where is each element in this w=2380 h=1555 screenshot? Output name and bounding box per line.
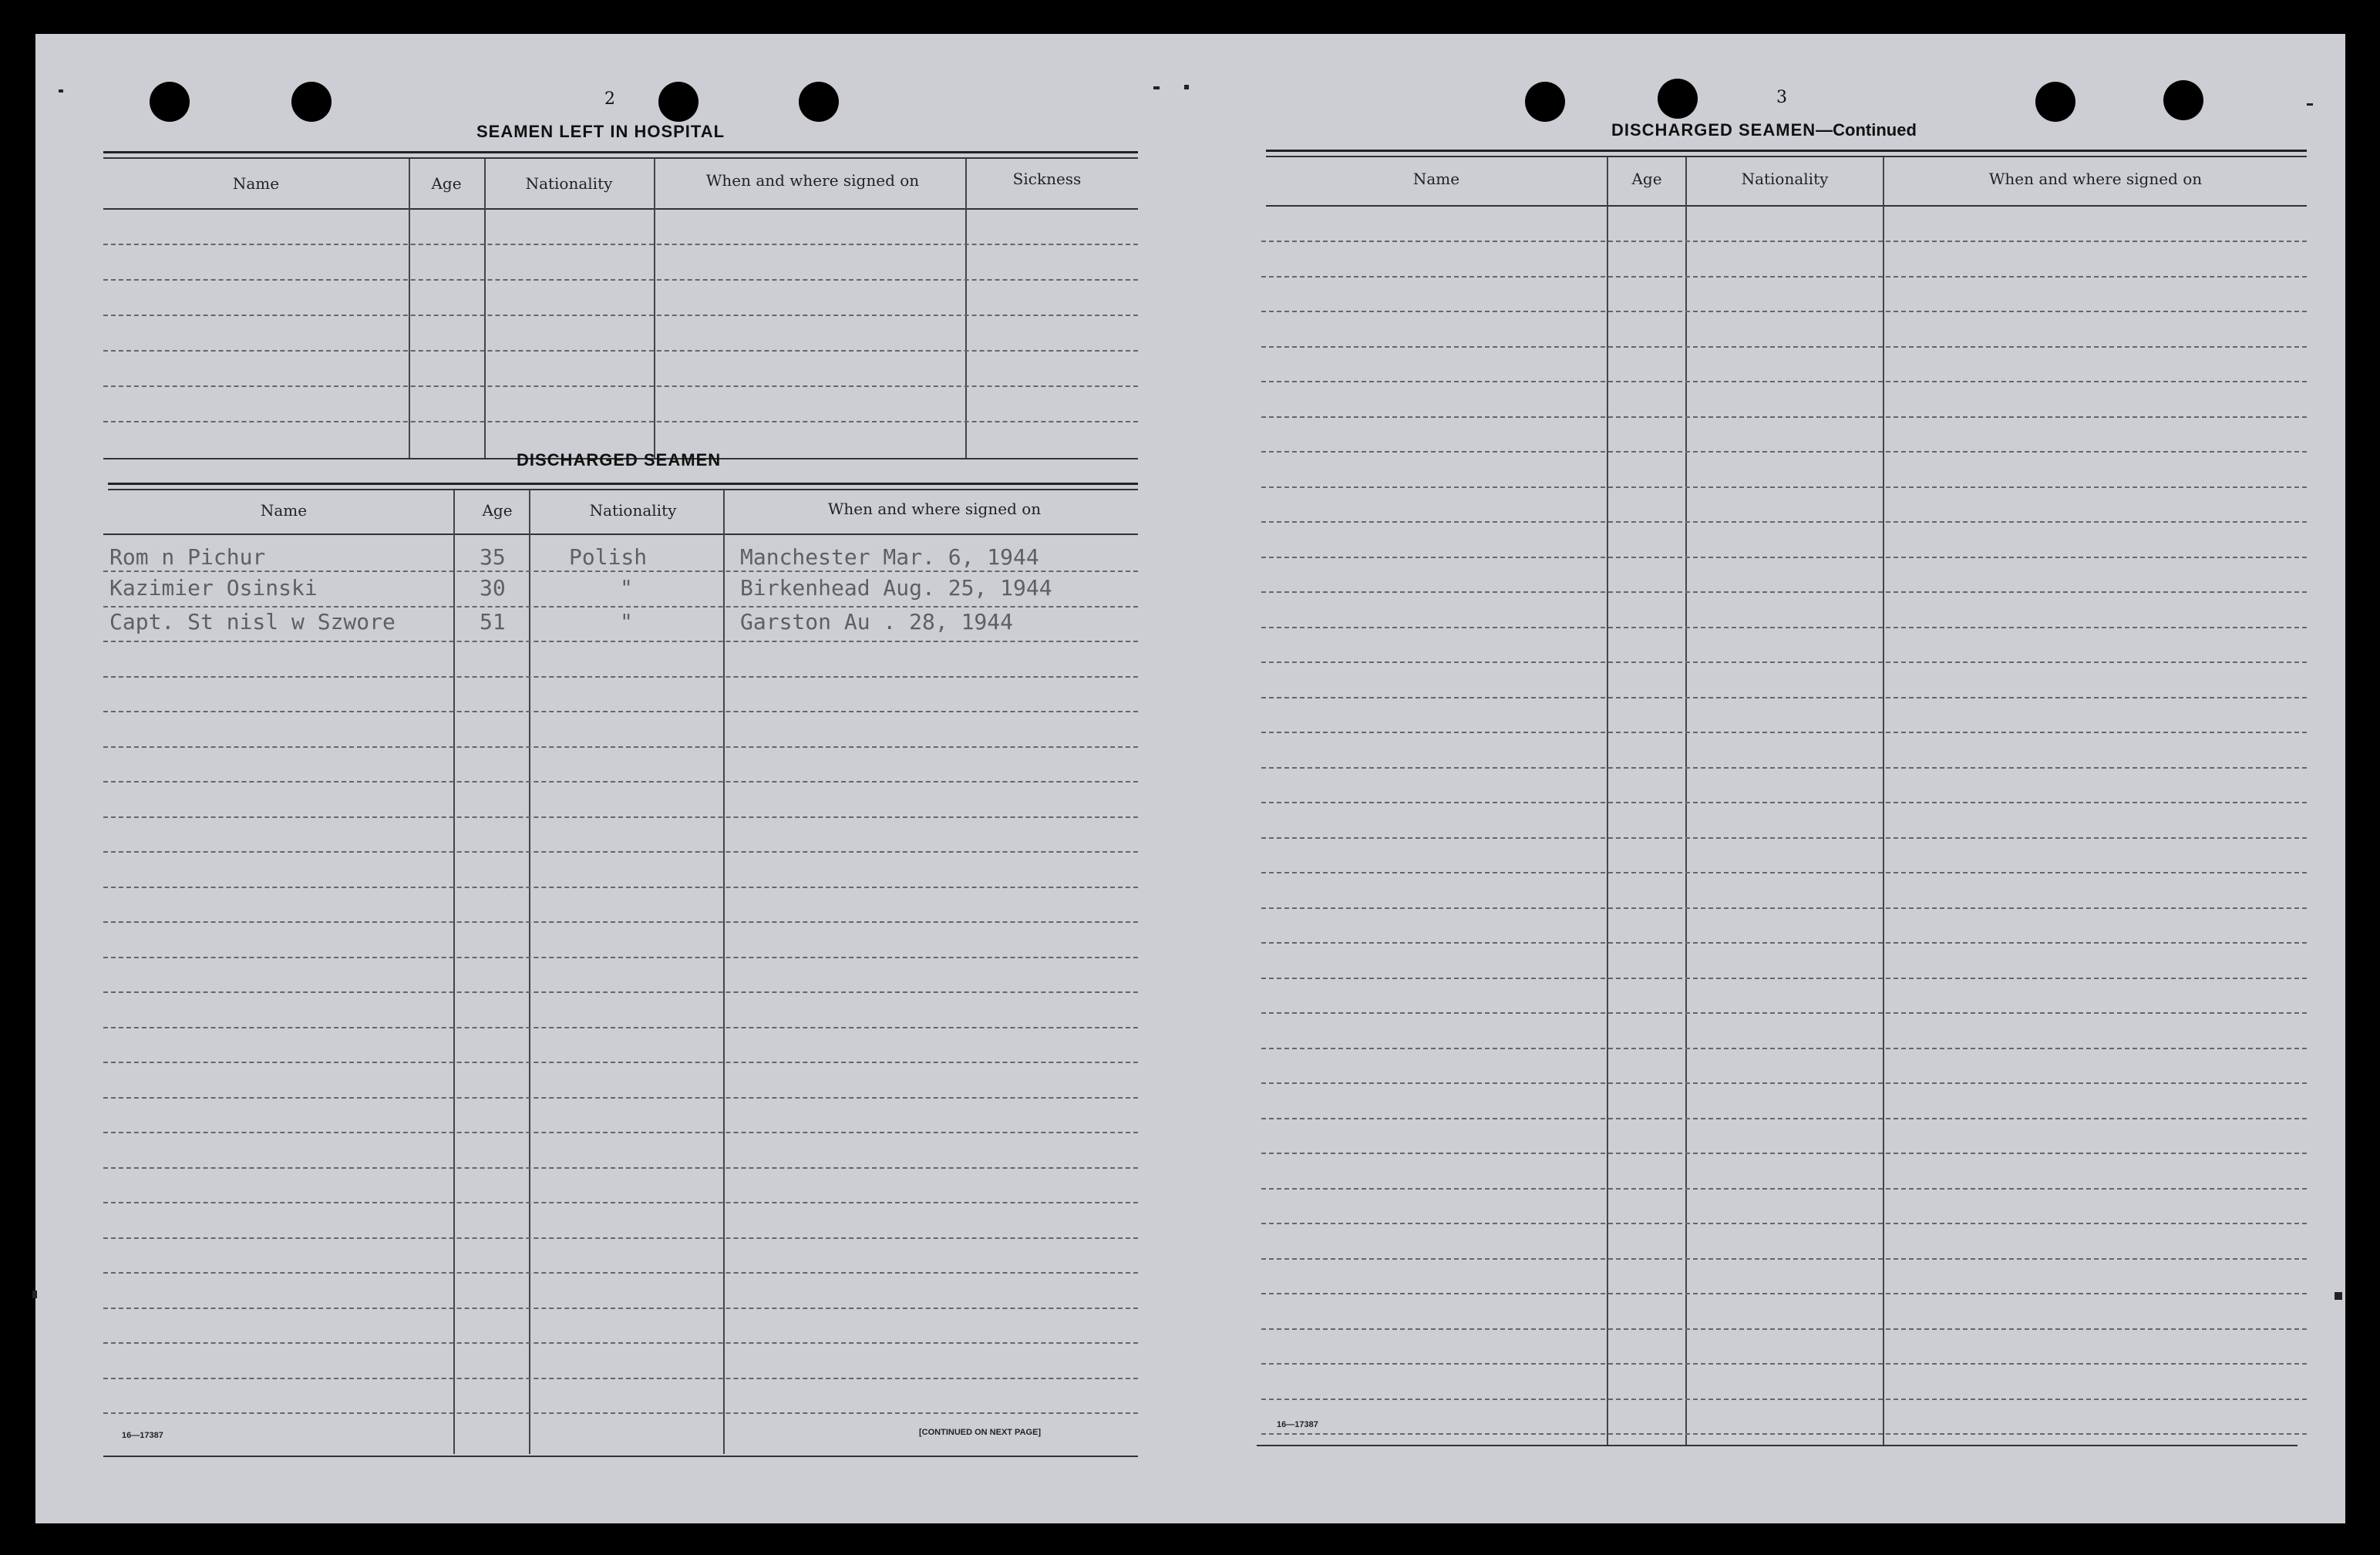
ruled-row-line — [1261, 1153, 2307, 1154]
ruled-row-line — [1261, 276, 2307, 278]
discharged-row-name: Capt. St nisl w Szwore — [109, 609, 396, 634]
discharged-table-top-rule-2 — [108, 489, 1138, 490]
right-section-title-suffix: —Continued — [1816, 120, 1917, 140]
hospital-col-nationality: Nationality — [525, 174, 613, 193]
discharged-col-nationality: Nationality — [589, 501, 677, 520]
ruled-row-line — [1261, 1398, 2307, 1400]
right-section-title — [1611, 120, 1917, 140]
speck-mark — [2307, 103, 2313, 106]
discharged-row-age: 35 — [480, 544, 506, 570]
hospital-row-line — [103, 315, 1138, 316]
ruled-row-line — [1261, 311, 2307, 312]
right-table-top-rule-2 — [1266, 156, 2307, 157]
ruled-row-line — [1261, 978, 2307, 979]
right-header-rule — [1266, 205, 2307, 207]
discharged-col-divider — [529, 490, 530, 1454]
speck-mark — [2335, 1292, 2342, 1300]
hospital-row-line — [103, 385, 1138, 387]
discharged-row-name: Rom n Pichur — [109, 544, 266, 570]
punch-hole — [2035, 82, 2075, 122]
hospital-col-signed-on: When and where signed on — [705, 171, 920, 190]
punch-hole — [2163, 80, 2203, 120]
ruled-row-line — [1261, 697, 2307, 698]
ruled-row-line — [1261, 381, 2307, 382]
hospital-row-line — [103, 421, 1138, 422]
ruled-row-line — [1261, 486, 2307, 488]
ruled-row-line — [1261, 241, 2307, 242]
right-table-top-rule — [1266, 150, 2307, 152]
ruled-row-line — [1261, 802, 2307, 803]
ruled-row-line — [1261, 1188, 2307, 1190]
ruled-row-line — [103, 1378, 1138, 1379]
ruled-row-line — [103, 1132, 1138, 1133]
punch-hole — [658, 82, 699, 122]
ruled-row-line — [1261, 837, 2307, 839]
discharged-row-nationality: " — [620, 575, 633, 601]
ruled-row-line — [103, 1342, 1138, 1344]
speck-mark — [32, 1291, 37, 1298]
right-col-age: Age — [1631, 170, 1662, 188]
ruled-row-line — [1261, 416, 2307, 418]
ruled-row-line — [1261, 1223, 2307, 1224]
ruled-row-line — [1261, 521, 2307, 523]
punch-hole — [799, 82, 839, 122]
discharged-row-age: 30 — [480, 575, 506, 601]
right-section-title-main: DISCHARGED SEAMEN — [1611, 120, 1816, 140]
discharged-header-rule — [103, 533, 1138, 535]
hospital-header-rule — [103, 208, 1138, 210]
speck-mark — [1153, 86, 1160, 89]
discharged-row-nationality: " — [620, 609, 633, 634]
ruled-row-line — [1261, 1118, 2307, 1119]
ruled-row-line — [103, 991, 1138, 993]
hospital-row-line — [103, 244, 1138, 245]
ruled-row-line — [103, 676, 1138, 678]
speck-mark — [59, 89, 63, 93]
ruled-row-line — [1261, 1048, 2307, 1049]
discharged-table-top-rule — [108, 483, 1138, 485]
hospital-col-age: Age — [431, 174, 462, 193]
ruled-row-line — [103, 1027, 1138, 1028]
ruled-row-line — [103, 571, 1138, 572]
ruled-row-line — [1261, 661, 2307, 663]
ruled-row-line — [103, 606, 1138, 608]
discharged-col-signed-on: When and where signed on — [827, 500, 1042, 518]
hospital-table-top-rule — [103, 151, 1138, 153]
hospital-col-divider — [409, 159, 410, 458]
hospital-col-divider — [965, 159, 967, 458]
continued-note: [CONTINUED ON NEXT PAGE] — [919, 1428, 1042, 1437]
page-number-right: 3 — [1776, 88, 1787, 107]
ruled-row-line — [1261, 346, 2307, 348]
speck-mark — [1184, 85, 1189, 89]
hospital-col-sickness: Sickness — [1012, 170, 1082, 188]
ruled-row-line — [1261, 591, 2307, 593]
right-table-bottom-rule — [1257, 1445, 2298, 1446]
ruled-row-line — [1261, 1293, 2307, 1294]
right-col-signed-on: When and where signed on — [1988, 170, 2203, 188]
discharged-row-signed-on: Birkenhead Aug. 25, 1944 — [740, 575, 1052, 601]
hospital-col-divider — [484, 159, 486, 458]
right-col-name: Name — [1412, 170, 1460, 188]
ruled-row-line — [1261, 907, 2307, 909]
ruled-row-line — [1261, 872, 2307, 873]
ruled-row-line — [103, 1272, 1138, 1274]
discharged-row-signed-on: Garston Au . 28, 1944 — [740, 609, 1014, 634]
discharged-row-name: Kazimier Osinski — [109, 575, 318, 601]
right-col-nationality: Nationality — [1741, 170, 1829, 188]
discharged-row-nationality: Polish — [569, 544, 648, 570]
ruled-row-line — [1261, 1363, 2307, 1365]
ruled-row-line — [103, 1308, 1138, 1309]
discharged-col-divider — [723, 490, 725, 1454]
discharged-row-signed-on: Manchester Mar. 6, 1944 — [740, 544, 1039, 570]
form-number-left: 16—17387 — [122, 1431, 163, 1440]
discharged-row-age: 51 — [480, 609, 506, 634]
ruled-row-line — [103, 641, 1138, 642]
ruled-row-line — [103, 711, 1138, 712]
ruled-row-line — [103, 1412, 1138, 1414]
ruled-row-line — [1261, 767, 2307, 769]
discharged-col-name: Name — [260, 501, 308, 520]
hospital-col-name: Name — [232, 174, 280, 193]
ruled-row-line — [1261, 1433, 2307, 1435]
ruled-row-line — [1261, 627, 2307, 628]
punch-hole — [1525, 82, 1565, 122]
ruled-row-line — [103, 1237, 1138, 1239]
discharged-table-bottom-rule — [103, 1456, 1138, 1457]
ruled-row-line — [1261, 1012, 2307, 1014]
ruled-row-line — [103, 746, 1138, 748]
ruled-row-line — [103, 781, 1138, 783]
ruled-row-line — [103, 1062, 1138, 1063]
ruled-row-line — [103, 851, 1138, 853]
discharged-col-divider — [453, 490, 455, 1454]
document-sheet — [35, 34, 2345, 1523]
discharged-section-title: DISCHARGED SEAMEN — [517, 450, 722, 470]
punch-hole — [1658, 79, 1698, 119]
hospital-col-divider — [654, 159, 655, 458]
ruled-row-line — [103, 1097, 1138, 1099]
ruled-row-line — [103, 1202, 1138, 1203]
ruled-row-line — [1261, 1082, 2307, 1084]
ruled-row-line — [1261, 732, 2307, 733]
hospital-table-top-rule-2 — [103, 157, 1138, 159]
ruled-row-line — [103, 921, 1138, 923]
ruled-row-line — [103, 887, 1138, 888]
ruled-row-line — [1261, 451, 2307, 453]
hospital-row-line — [103, 279, 1138, 281]
ruled-row-line — [103, 957, 1138, 958]
ruled-row-line — [1261, 942, 2307, 944]
form-number-right: 16—17387 — [1277, 1420, 1318, 1429]
hospital-section-title: SEAMEN LEFT IN HOSPITAL — [476, 122, 725, 141]
punch-hole — [291, 82, 332, 122]
punch-hole — [150, 82, 190, 122]
hospital-row-line — [103, 350, 1138, 352]
ruled-row-line — [103, 1167, 1138, 1169]
ruled-row-line — [1261, 557, 2307, 558]
ruled-row-line — [103, 816, 1138, 818]
discharged-col-age: Age — [482, 501, 513, 520]
page-number-left: 2 — [604, 89, 615, 109]
ruled-row-line — [1261, 1258, 2307, 1260]
ruled-row-line — [1261, 1328, 2307, 1330]
